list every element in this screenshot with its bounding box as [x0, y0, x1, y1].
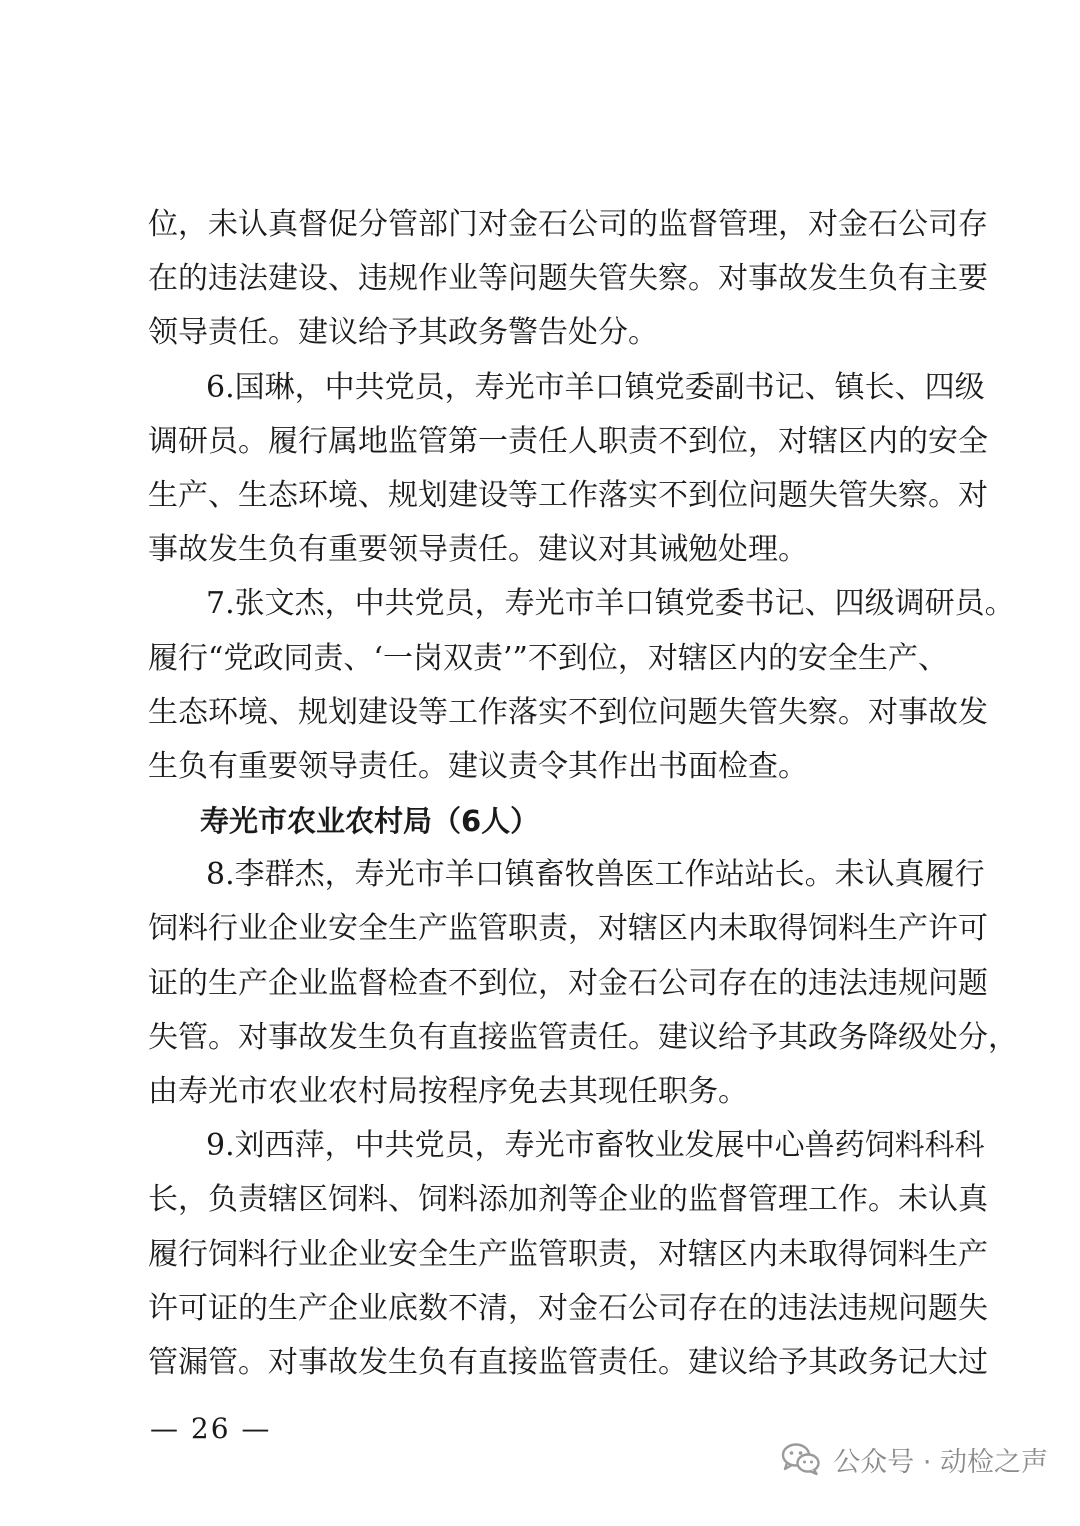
- section-heading: 寿光市农业农村局（6人）: [200, 804, 540, 839]
- page-number: — 26 —: [150, 1412, 272, 1445]
- text-line: 生负有重要领导责任。建议责令其作出书面检查。: [148, 748, 808, 784]
- wechat-watermark: [781, 1436, 1048, 1482]
- text-line: 调研员。履行属地监管第一责任人职责不到位，对辖区内的安全: [148, 423, 988, 459]
- text-line: 生产、生态环境、规划建设等工作落实不到位问题失管失察。对: [148, 477, 988, 513]
- text-line: 管漏管。对事故发生负有直接监管责任。建议给予其政务记大过: [148, 1344, 988, 1380]
- text-line: 长，负责辖区饲料、饲料添加剂等企业的监督管理工作。未认真: [148, 1182, 988, 1218]
- paragraph-start-line: 6.国琳，中共党员，寿光市羊口镇党委副书记、镇长、四级: [206, 369, 985, 405]
- paragraph-start-line: 9.刘西萍，中共党员，寿光市畜牧业发展中心兽药饲料科科: [206, 1128, 985, 1164]
- text-line: 履行“党政同责、‘一岗双责’”不到位，对辖区内的安全生产、: [148, 640, 948, 676]
- text-line: 证的生产企业监督检查不到位，对金石公司存在的违法违规问题: [148, 965, 988, 1001]
- text-line: 由寿光市农业农村局按程序免去其现任职务。: [148, 1074, 748, 1109]
- text-line: 领导责任。建议给予其政务警告处分。: [148, 315, 658, 351]
- document-body: [148, 198, 1018, 1390]
- watermark-label: 公众号 · 动检之声: [833, 1446, 1048, 1478]
- text-line: 饲料行业企业安全生产监管职责，对辖区内未取得饲料生产许可: [148, 911, 988, 947]
- text-line: 位，未认真督促分管部门对金石公司的监督管理，对金石公司存: [148, 207, 988, 242]
- wechat-icon: [781, 1442, 821, 1476]
- text-line: 在的违法建设、违规作业等问题失管失察。对事故发生负有主要: [148, 261, 988, 297]
- paragraph-start-line: 8.李群杰，寿光市羊口镇畜牧兽医工作站站长。未认真履行: [206, 857, 985, 893]
- text-line: 事故发生负有重要领导责任。建议对其诫勉处理。: [148, 532, 808, 568]
- text-line: 失管。对事故发生负有直接监管责任。建议给予其政务降级处分，: [148, 1019, 1018, 1055]
- text-line: 生态环境、规划建设等工作落实不到位问题失管失察。对事故发: [148, 694, 988, 730]
- text-line: 许可证的生产企业底数不清，对金石公司存在的违法违规问题失: [148, 1290, 988, 1326]
- text-line: 履行饲料行业企业安全生产监管职责，对辖区内未取得饲料生产: [148, 1236, 988, 1272]
- paragraph-start-line: 7.张文杰，中共党员，寿光市羊口镇党委书记、四级调研员。: [206, 586, 1015, 622]
